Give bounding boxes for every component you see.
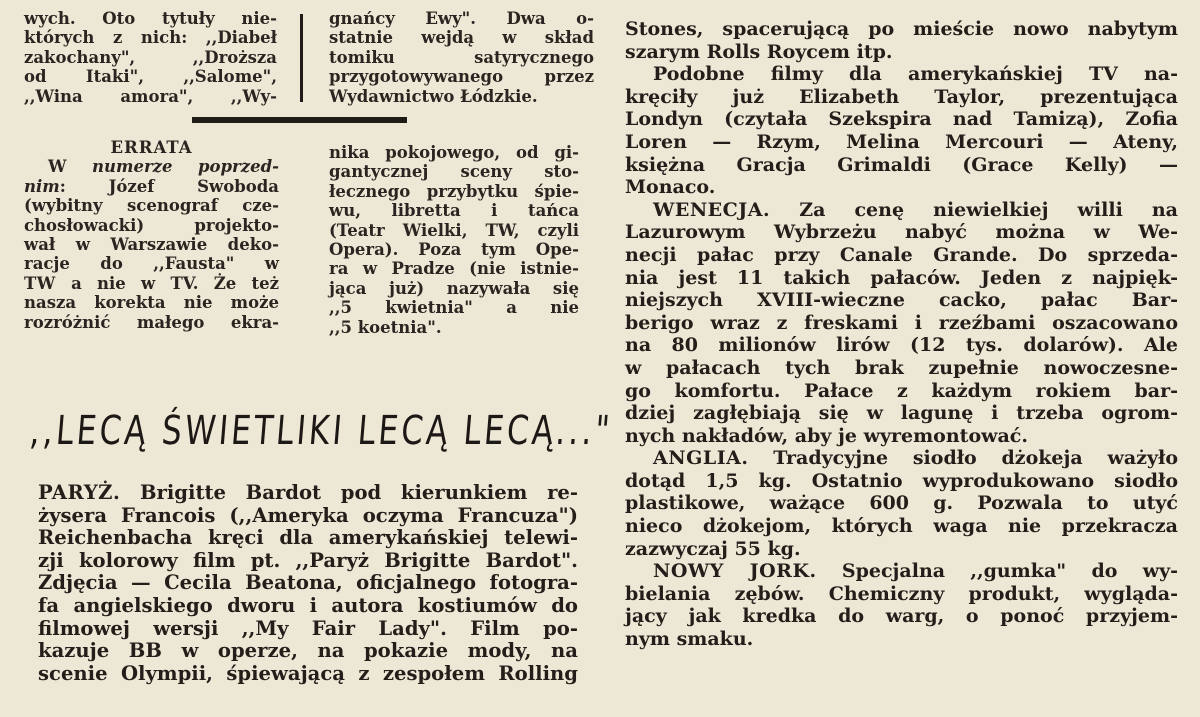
text-line: kazuje BB w operze, na pokazie mody, na [38, 639, 578, 663]
text-line: na 80 milionów lirów (12 tys. dolarów). Ale [625, 334, 1178, 357]
text-line: W numerze poprzed- [48, 157, 279, 177]
text-line: wych. Oto tytuły nie- [24, 9, 277, 28]
text-line: Loren — Rzym, Melina Mercouri — Ateny, [625, 130, 1178, 153]
text-line: Podobne filmy dla amerykańskiej TV na- [653, 63, 1178, 86]
text-line: fa angielskiego dworu i autora kostiumów do [38, 593, 578, 617]
text-line: ,,5 kwietnia" a nie [329, 298, 579, 318]
text-line: (Teatr Wielki, TW, czyli [329, 220, 579, 240]
text-line: Zdjęcia — Cecila Beatona, oficjalnego fotogra- [38, 571, 578, 595]
text-line: nika pokojowego, od gi- [329, 143, 579, 162]
text-line: Opera). Poza tym Ope- [329, 240, 579, 260]
text-line: berigo wraz z freskami i rzeźbami oszacowano [625, 311, 1178, 334]
text-line: gantycznej sceny sto- [329, 162, 579, 182]
text-line: go komfortu. Pałace z każdym rokiem bar- [625, 379, 1178, 402]
text-line: gnańcy Ewy". Dwa o- [329, 9, 594, 28]
text-line: ra w Pradze (nie istnie- [329, 259, 579, 279]
text-line: bielania zębów. Chemiczny produkt, wygląda- [625, 582, 1178, 605]
text-line: TW a nie w TV. Że też [24, 273, 279, 293]
text-line: ,,Wina amora", ,,Wy- [24, 86, 277, 106]
text-line: Lazurowym Wybrzeżu nabyć można w We- [625, 221, 1178, 244]
errata-col2 [329, 143, 579, 337]
errata-col1 [24, 138, 279, 332]
text-line: Londyn (czytała Szekspira nad Tamizą), Zofia [625, 108, 1178, 131]
text-line: łecznego przybytku śpie- [329, 181, 579, 201]
text-line: plastikowe, ważące 600 g. Pozwala to utyć [625, 492, 1178, 515]
text-line: Wydawnictwo Łódzkie. [329, 86, 538, 106]
text-line: niejszych XVIII-wieczne cacko, pałac Bar- [625, 289, 1178, 312]
text-line: scenie Olympii, śpiewającą z zespołem Rolling [38, 661, 578, 685]
text-line: dotąd 1,5 kg. Ostatnio wyprodukowano siodło [625, 469, 1178, 492]
text-line: zakochany", ,,Droższa [24, 47, 277, 67]
text-line: tomiku satyrycznego [329, 47, 594, 67]
text-line: wał w Warszawie deko- [24, 235, 279, 255]
text-line: chosłowacki) projekto- [24, 215, 279, 235]
text-line: racje do ,,Fausta" w [24, 254, 279, 274]
text-line: Reichenbacha kręci dla amerykańskiej telewi- [38, 526, 578, 550]
text-line: nia jest 11 takich pałaców. Jeden z najpięk- [625, 266, 1178, 289]
text-line: WENECJA. Za cenę niewielkiej willi na [653, 198, 1178, 221]
errata-heading: ERRATA [110, 138, 193, 157]
text-line: w pałacach tych brak zupełnie nowoczesne- [625, 356, 1178, 379]
top-left-col2 [329, 9, 594, 106]
text-line: ANGLIA. Tradycyjne siodło dżokeja ważyło [653, 447, 1178, 470]
text-line: których z nich: ,,Diabeł [24, 28, 277, 48]
column-divider [300, 14, 303, 102]
text-line: nasza korekta nie może [24, 293, 279, 313]
text-line: nim: Józef Swoboda [24, 176, 279, 196]
text-line: jąca już) nazywała się [329, 278, 579, 298]
headline: ,,LECĄ ŚWIETLIKI LECĄ LECĄ..." [28, 408, 615, 454]
text-line: NOWY JORK. Specjalna ,,gumka" do wy- [653, 560, 1178, 583]
text-line: Monaco. [625, 176, 716, 199]
text-line: zazwyczaj 55 kg. [625, 537, 801, 560]
text-line: nieco dżokejom, których waga nie przekracza [625, 515, 1178, 538]
right-column [625, 18, 1178, 651]
text-line: szarym Rolls Roycem itp. [625, 40, 893, 63]
text-line: wu, libretta i tańca [329, 201, 579, 221]
text-line: rozróżnić małego ekra- [24, 312, 279, 332]
text-line: PARYŻ. Brigitte Bardot pod kierunkiem re- [38, 481, 578, 504]
text-line: zji kolorowy film pt. ,,Paryż Brigitte Bardot". [38, 548, 578, 572]
section-divider [192, 117, 407, 123]
paris-article [38, 482, 578, 685]
text-line: (wybitny scenograf cze- [24, 196, 279, 216]
text-line: jący jak kredka do warg, o ponoć przyjem- [625, 605, 1178, 628]
text-line: księżna Gracja Grimaldi (Grace Kelly) — [625, 153, 1178, 176]
text-line: kręciły już Elizabeth Taylor, prezentująca [625, 85, 1178, 108]
text-line: filmowej wersji ,,My Fair Lady". Film po- [38, 616, 578, 640]
text-line: dziej zagłębiają się w lagunę i trzeba ogrom- [625, 402, 1178, 425]
text-line: ,,5 koetnia". [329, 317, 442, 337]
text-line: od Itaki", ,,Salome", [24, 67, 277, 87]
text-line: nym smaku. [625, 628, 754, 651]
text-line: żysera Francois (,,Ameryka oczyma Francuza") [38, 503, 578, 527]
top-left-col1 [24, 9, 277, 106]
text-line: necji pałac przy Canale Grande. Do sprzeda- [625, 243, 1178, 266]
text-line: nych nakładów, aby je wyremontować. [625, 424, 1028, 447]
text-line: przygotowywanego przez [329, 67, 594, 87]
text-line: statnie wejdą w skład [329, 28, 594, 48]
text-line: Stones, spacerującą po mieście nowo nabytym [625, 18, 1178, 40]
